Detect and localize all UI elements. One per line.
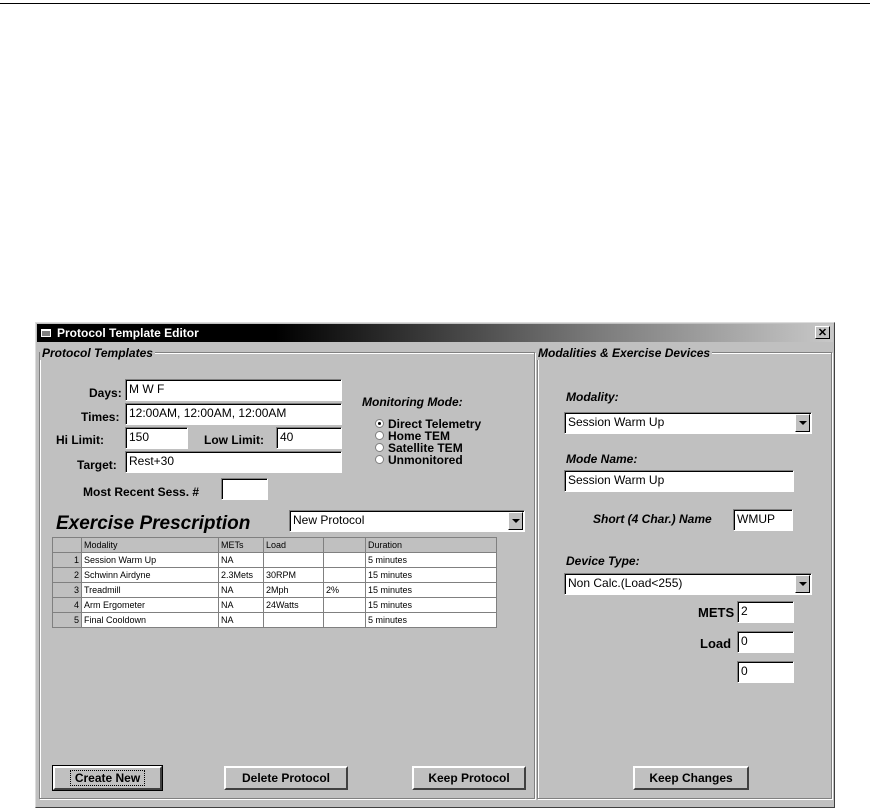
load-label: Load xyxy=(700,636,732,651)
window-title: Protocol Template Editor xyxy=(57,326,199,340)
grid-header-cell: Load xyxy=(264,538,324,553)
radio-selected-icon xyxy=(375,419,384,428)
grid-cell[interactable] xyxy=(264,613,324,628)
grid-cell[interactable]: 15 minutes xyxy=(366,568,497,583)
grid-cell[interactable]: NA xyxy=(219,613,264,628)
short-name-label: Short (4 Char.) Name xyxy=(593,512,712,526)
grid-cell[interactable]: Final Cooldown xyxy=(82,613,219,628)
row-number: 5 xyxy=(53,613,82,628)
grid-cell[interactable]: 24Watts xyxy=(264,598,324,613)
device-type-select[interactable] xyxy=(564,573,812,595)
modalities-devices-legend: Modalities & Exercise Devices xyxy=(538,346,711,360)
title-bar xyxy=(37,324,833,342)
keep-changes-button[interactable]: Keep Changes xyxy=(633,766,749,790)
grid-header-cell xyxy=(53,538,82,553)
table-row[interactable] xyxy=(53,568,497,583)
row-number: 3 xyxy=(53,583,82,598)
protocol-template-editor-window xyxy=(35,322,835,808)
grid-cell[interactable] xyxy=(264,553,324,568)
grid-cell[interactable]: 2.3Mets xyxy=(219,568,264,583)
mode-name-label: Mode Name: xyxy=(566,452,638,466)
radio-empty-icon xyxy=(375,443,384,452)
keep-protocol-button[interactable]: Keep Protocol xyxy=(412,766,526,790)
chevron-down-icon[interactable] xyxy=(508,512,523,530)
most-recent-session-label: Most Recent Sess. # xyxy=(83,485,200,499)
days-field[interactable]: M W F xyxy=(125,379,342,401)
grid-header-cell: Duration xyxy=(366,538,497,553)
exercise-prescription-grid xyxy=(52,537,497,628)
mets-label: METS xyxy=(698,605,735,620)
grid-cell[interactable]: 30RPM xyxy=(264,568,324,583)
grid-cell[interactable] xyxy=(324,598,366,613)
modality-label: Modality: xyxy=(566,390,619,404)
short-name-field[interactable]: WMUP xyxy=(733,509,793,531)
grid-cell[interactable]: Schwinn Airdyne xyxy=(82,568,219,583)
table-row[interactable] xyxy=(53,598,497,613)
grid-header-cell xyxy=(324,538,366,553)
device-type-label: Device Type: xyxy=(566,554,640,568)
delete-protocol-button[interactable]: Delete Protocol xyxy=(224,766,348,790)
protocol-templates-legend: Protocol Templates xyxy=(42,346,153,360)
row-number: 1 xyxy=(53,553,82,568)
grid-cell[interactable]: Arm Ergometer xyxy=(82,598,219,613)
radio-empty-icon xyxy=(375,455,384,464)
window-app-icon xyxy=(40,327,52,339)
radio-home-tem[interactable]: Home TEM xyxy=(375,430,450,442)
most-recent-session-field[interactable] xyxy=(221,478,268,500)
mode-name-field[interactable]: Session Warm Up xyxy=(564,470,794,492)
hi-limit-label: Hi Limit: xyxy=(56,433,104,447)
close-button[interactable]: ✕ xyxy=(815,326,830,339)
grid-cell[interactable]: 15 minutes xyxy=(366,583,497,598)
table-row[interactable] xyxy=(53,553,497,568)
mets-field[interactable]: 2 xyxy=(737,601,794,623)
grid-cell[interactable] xyxy=(324,568,366,583)
days-label: Days: xyxy=(89,386,122,400)
grid-cell[interactable]: 5 minutes xyxy=(366,613,497,628)
exercise-prescription-title: Exercise Prescription xyxy=(56,513,251,534)
modality-select-value: Session Warm Up xyxy=(568,415,665,429)
low-limit-field[interactable]: 40 xyxy=(276,427,342,449)
grid-cell[interactable]: 2Mph xyxy=(264,583,324,598)
grid-cell[interactable]: 5 minutes xyxy=(366,553,497,568)
grid-cell[interactable]: Treadmill xyxy=(82,583,219,598)
grid-header-row xyxy=(53,538,497,553)
load-field[interactable]: 0 xyxy=(737,631,794,653)
extra-value-field[interactable]: 0 xyxy=(737,661,794,683)
chevron-down-icon[interactable] xyxy=(795,414,810,432)
protocol-select[interactable] xyxy=(289,510,525,532)
low-limit-label: Low Limit: xyxy=(204,433,264,447)
chevron-down-icon[interactable] xyxy=(795,575,810,593)
grid-header-cell: METs xyxy=(219,538,264,553)
target-label: Target: xyxy=(77,458,117,472)
grid-cell[interactable]: NA xyxy=(219,583,264,598)
grid-cell[interactable]: Session Warm Up xyxy=(82,553,219,568)
grid-header-cell: Modality xyxy=(82,538,219,553)
modality-select[interactable] xyxy=(564,412,812,434)
protocol-select-value: New Protocol xyxy=(293,513,365,527)
radio-empty-icon xyxy=(375,431,384,440)
hi-limit-field[interactable]: 150 xyxy=(125,427,188,449)
grid-cell[interactable]: 15 minutes xyxy=(366,598,497,613)
times-label: Times: xyxy=(81,410,120,424)
create-new-button[interactable] xyxy=(53,766,162,790)
grid-cell[interactable] xyxy=(324,553,366,568)
device-type-select-value: Non Calc.(Load<255) xyxy=(568,576,683,590)
create-new-button-label: Create New xyxy=(70,770,145,786)
row-number: 2 xyxy=(53,568,82,583)
row-number: 4 xyxy=(53,598,82,613)
table-row[interactable] xyxy=(53,583,497,598)
radio-unmonitored[interactable]: Unmonitored xyxy=(375,454,463,466)
target-field[interactable]: Rest+30 xyxy=(125,451,342,473)
times-field[interactable]: 12:00AM, 12:00AM, 12:00AM xyxy=(125,403,342,425)
radio-direct-telemetry[interactable]: Direct Telemetry xyxy=(375,418,481,430)
grid-cell[interactable]: NA xyxy=(219,598,264,613)
page-top-rule xyxy=(0,3,870,4)
grid-cell[interactable]: 2% xyxy=(324,583,366,598)
grid-cell[interactable]: NA xyxy=(219,553,264,568)
monitoring-mode-label: Monitoring Mode: xyxy=(362,395,463,409)
grid-cell[interactable] xyxy=(324,613,366,628)
table-row[interactable] xyxy=(53,613,497,628)
radio-satellite-tem[interactable]: Satellite TEM xyxy=(375,442,463,454)
